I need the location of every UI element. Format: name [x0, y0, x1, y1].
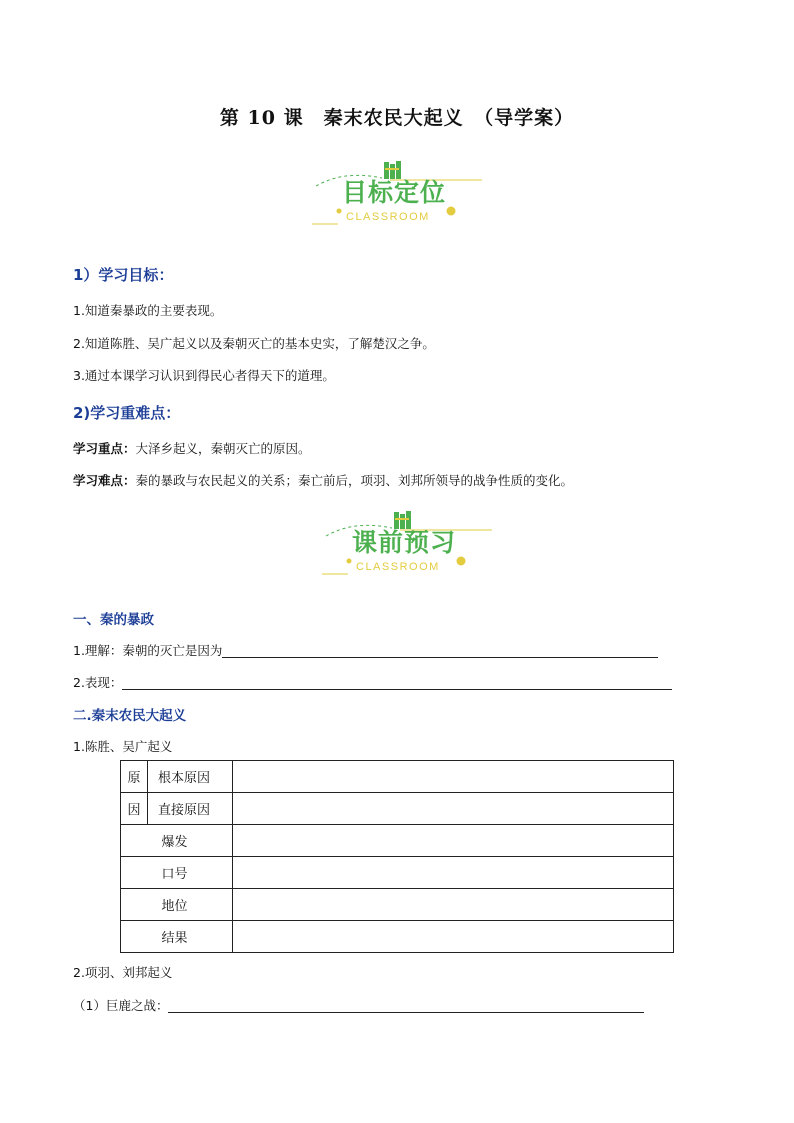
question-line — [73, 673, 672, 691]
answer-cell[interactable] — [233, 793, 674, 825]
banner-subtitle: CLASSROOM — [346, 211, 430, 223]
table-row — [121, 857, 674, 889]
section-heading-goals: 1）学习目标： — [73, 266, 174, 284]
banner-subtitle: CLASSROOM — [356, 561, 440, 573]
answer-blank[interactable] — [222, 643, 658, 658]
table-label: 直接原因 — [148, 793, 233, 825]
key-point-label: 学习重点： — [73, 441, 136, 456]
subheading: 2.项羽、刘邦起义 — [73, 965, 173, 980]
answer-cell[interactable] — [233, 857, 674, 889]
table-label: 地位 — [121, 889, 233, 921]
section-banner-preview — [320, 510, 520, 586]
banner-title: 目标定位 — [342, 178, 447, 207]
answer-blank[interactable] — [122, 675, 672, 690]
table-label: 结果 — [121, 921, 233, 953]
question-line — [73, 641, 658, 659]
answer-cell[interactable] — [233, 889, 674, 921]
table-row — [121, 921, 674, 953]
table-cell: 原 — [121, 761, 148, 793]
subheading: 1.陈胜、吴广起义 — [73, 739, 173, 754]
section-banner-goals — [310, 160, 510, 236]
table-row — [121, 889, 674, 921]
goal-item: 3.通过本课学习认识到得民心者得天下的道理。 — [73, 368, 335, 383]
table-label: 爆发 — [121, 825, 233, 857]
question-text: 1.理解：秦朝的灭亡是因为 — [73, 643, 223, 658]
key-point-line — [73, 439, 311, 457]
answer-cell[interactable] — [233, 761, 674, 793]
key-point-text: 大泽乡起义，秦朝灭亡的原因。 — [135, 441, 311, 456]
uprising-table — [120, 760, 674, 953]
goal-item: 1.知道秦暴政的主要表现。 — [73, 303, 223, 318]
answer-blank[interactable] — [168, 998, 644, 1013]
page-title: 第 10 课 秦末农民大起义 （导学案） — [219, 107, 575, 129]
question-text: （1）巨鹿之战： — [73, 998, 169, 1013]
section-heading-key-points: 2)学习重难点： — [73, 404, 181, 422]
difficulty-text: 秦的暴政与农民起义的关系；秦亡前后，项羽、刘邦所领导的战争性质的变化。 — [135, 473, 574, 488]
table-cell: 因 — [121, 793, 148, 825]
difficulty-label: 学习难点： — [73, 473, 136, 488]
answer-cell[interactable] — [233, 825, 674, 857]
goal-item: 2.知道陈胜、吴广起义以及秦朝灭亡的基本史实，了解楚汉之争。 — [73, 336, 435, 351]
answer-cell[interactable] — [233, 921, 674, 953]
part1-heading: 一、秦的暴政 — [73, 612, 154, 628]
question-text: 2.表现： — [73, 675, 123, 690]
table-label: 根本原因 — [148, 761, 233, 793]
part2-heading: 二.秦末农民大起义 — [73, 708, 187, 724]
difficulty-line — [73, 471, 573, 489]
table-label: 口号 — [121, 857, 233, 889]
table-row — [121, 761, 674, 793]
table-row — [121, 793, 674, 825]
question-line — [73, 996, 644, 1014]
table-row — [121, 825, 674, 857]
banner-title: 课前预习 — [352, 528, 457, 557]
